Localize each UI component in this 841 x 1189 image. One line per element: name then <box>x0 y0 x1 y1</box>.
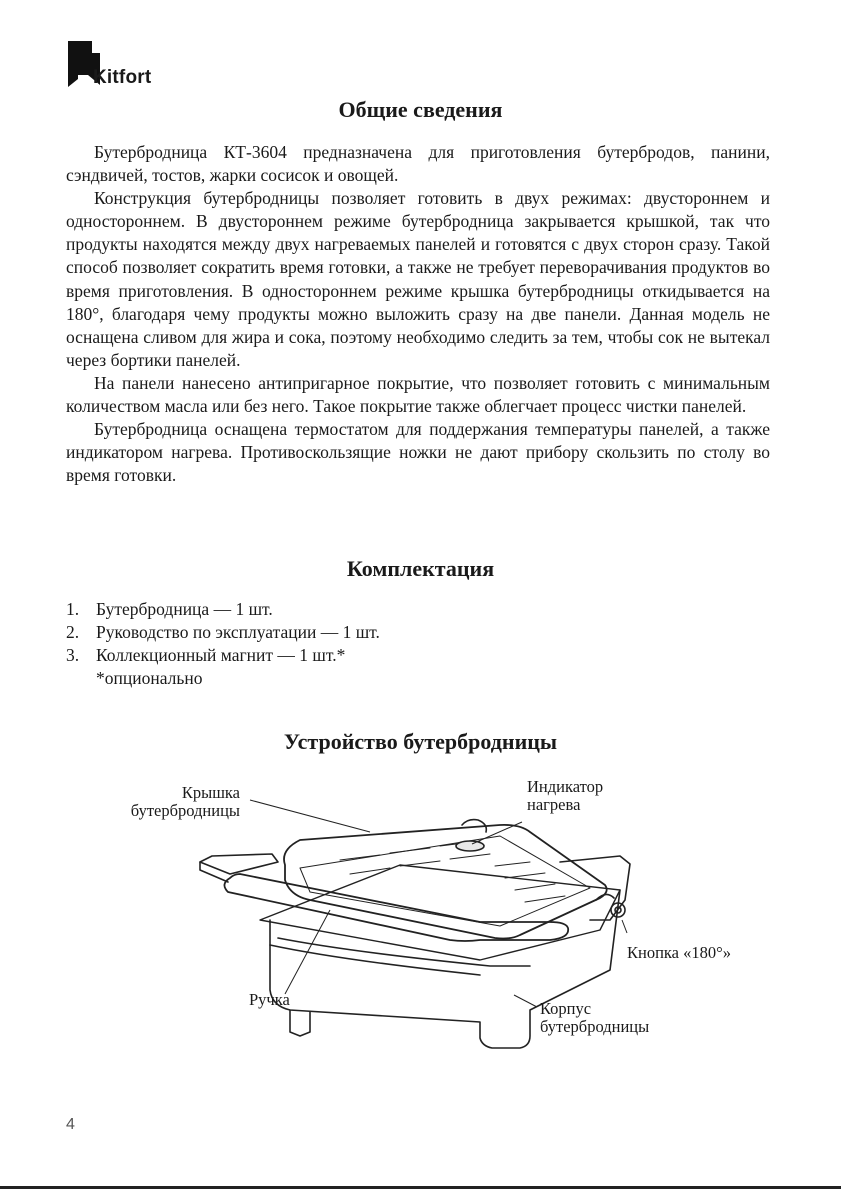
brand-logo <box>66 41 176 91</box>
label-heat-indicator: Индикатор нагрева <box>527 777 604 814</box>
label-handle: Ручка <box>249 990 290 1009</box>
device-title: Устройство бутербродницы <box>283 729 558 754</box>
list-item: 3. Коллекционный магнит — 1 шт.* <box>66 645 346 665</box>
general-body <box>66 141 770 487</box>
page-number: 4 <box>66 1116 75 1133</box>
label-180-button: Кнопка «180°» <box>627 943 731 962</box>
kit-title: Комплектация <box>346 556 495 581</box>
general-title: Общие сведения <box>338 97 503 122</box>
label-lid: Крышка бутербродницы <box>130 783 240 820</box>
kit-note: *опционально <box>96 668 203 688</box>
list-item: 2. Руководство по эксплуатации — 1 шт. <box>66 622 380 642</box>
general-paragraph: Конструкция бутербродницы позволяет готовить в двух режимах: двустороннем и одностороннем. В двустороннем режиме бутербродница закрывается крышкой, так что продукты находятся между двух нагреваемых панелей и готовятся с двух сторон сразу. Такой способ позволяет сократить время готовки, а также не требует переворачивания продуктов во время приготовления. В одностороннем режиме крышка бутербродницы откидывается на 180°, благодаря чему продукты можно выложить сразу на две панели. Данная модель не оснащена сливом для жира и сока, поэтому необходимо следить за тем, чтобы сок не вытекал через бортики панелей. <box>66 188 770 370</box>
brand-name: Kitfort <box>93 67 152 88</box>
general-paragraph: Бутербродница оснащена термостатом для поддержания температуры панелей, а также индикатором нагрева. Противоскользящие ножки не дают прибору скользить по столу во время готовки. <box>66 419 770 486</box>
kit-list <box>66 598 380 690</box>
general-paragraph: На панели нанесено антипригарное покрытие, что позволяет готовить с минимальным количеством масла или без него. Такое покрытие также облегчает процесс чистки панелей. <box>66 372 770 417</box>
label-housing: Корпус бутербродницы <box>540 999 650 1036</box>
list-item: 1. Бутербродница — 1 шт. <box>66 599 273 619</box>
general-paragraph: Бутербродница КТ-3604 предназначена для приготовления бутербродов, панини, сэндвичей, тостов, жарки сосисок и овощей. <box>66 142 770 186</box>
